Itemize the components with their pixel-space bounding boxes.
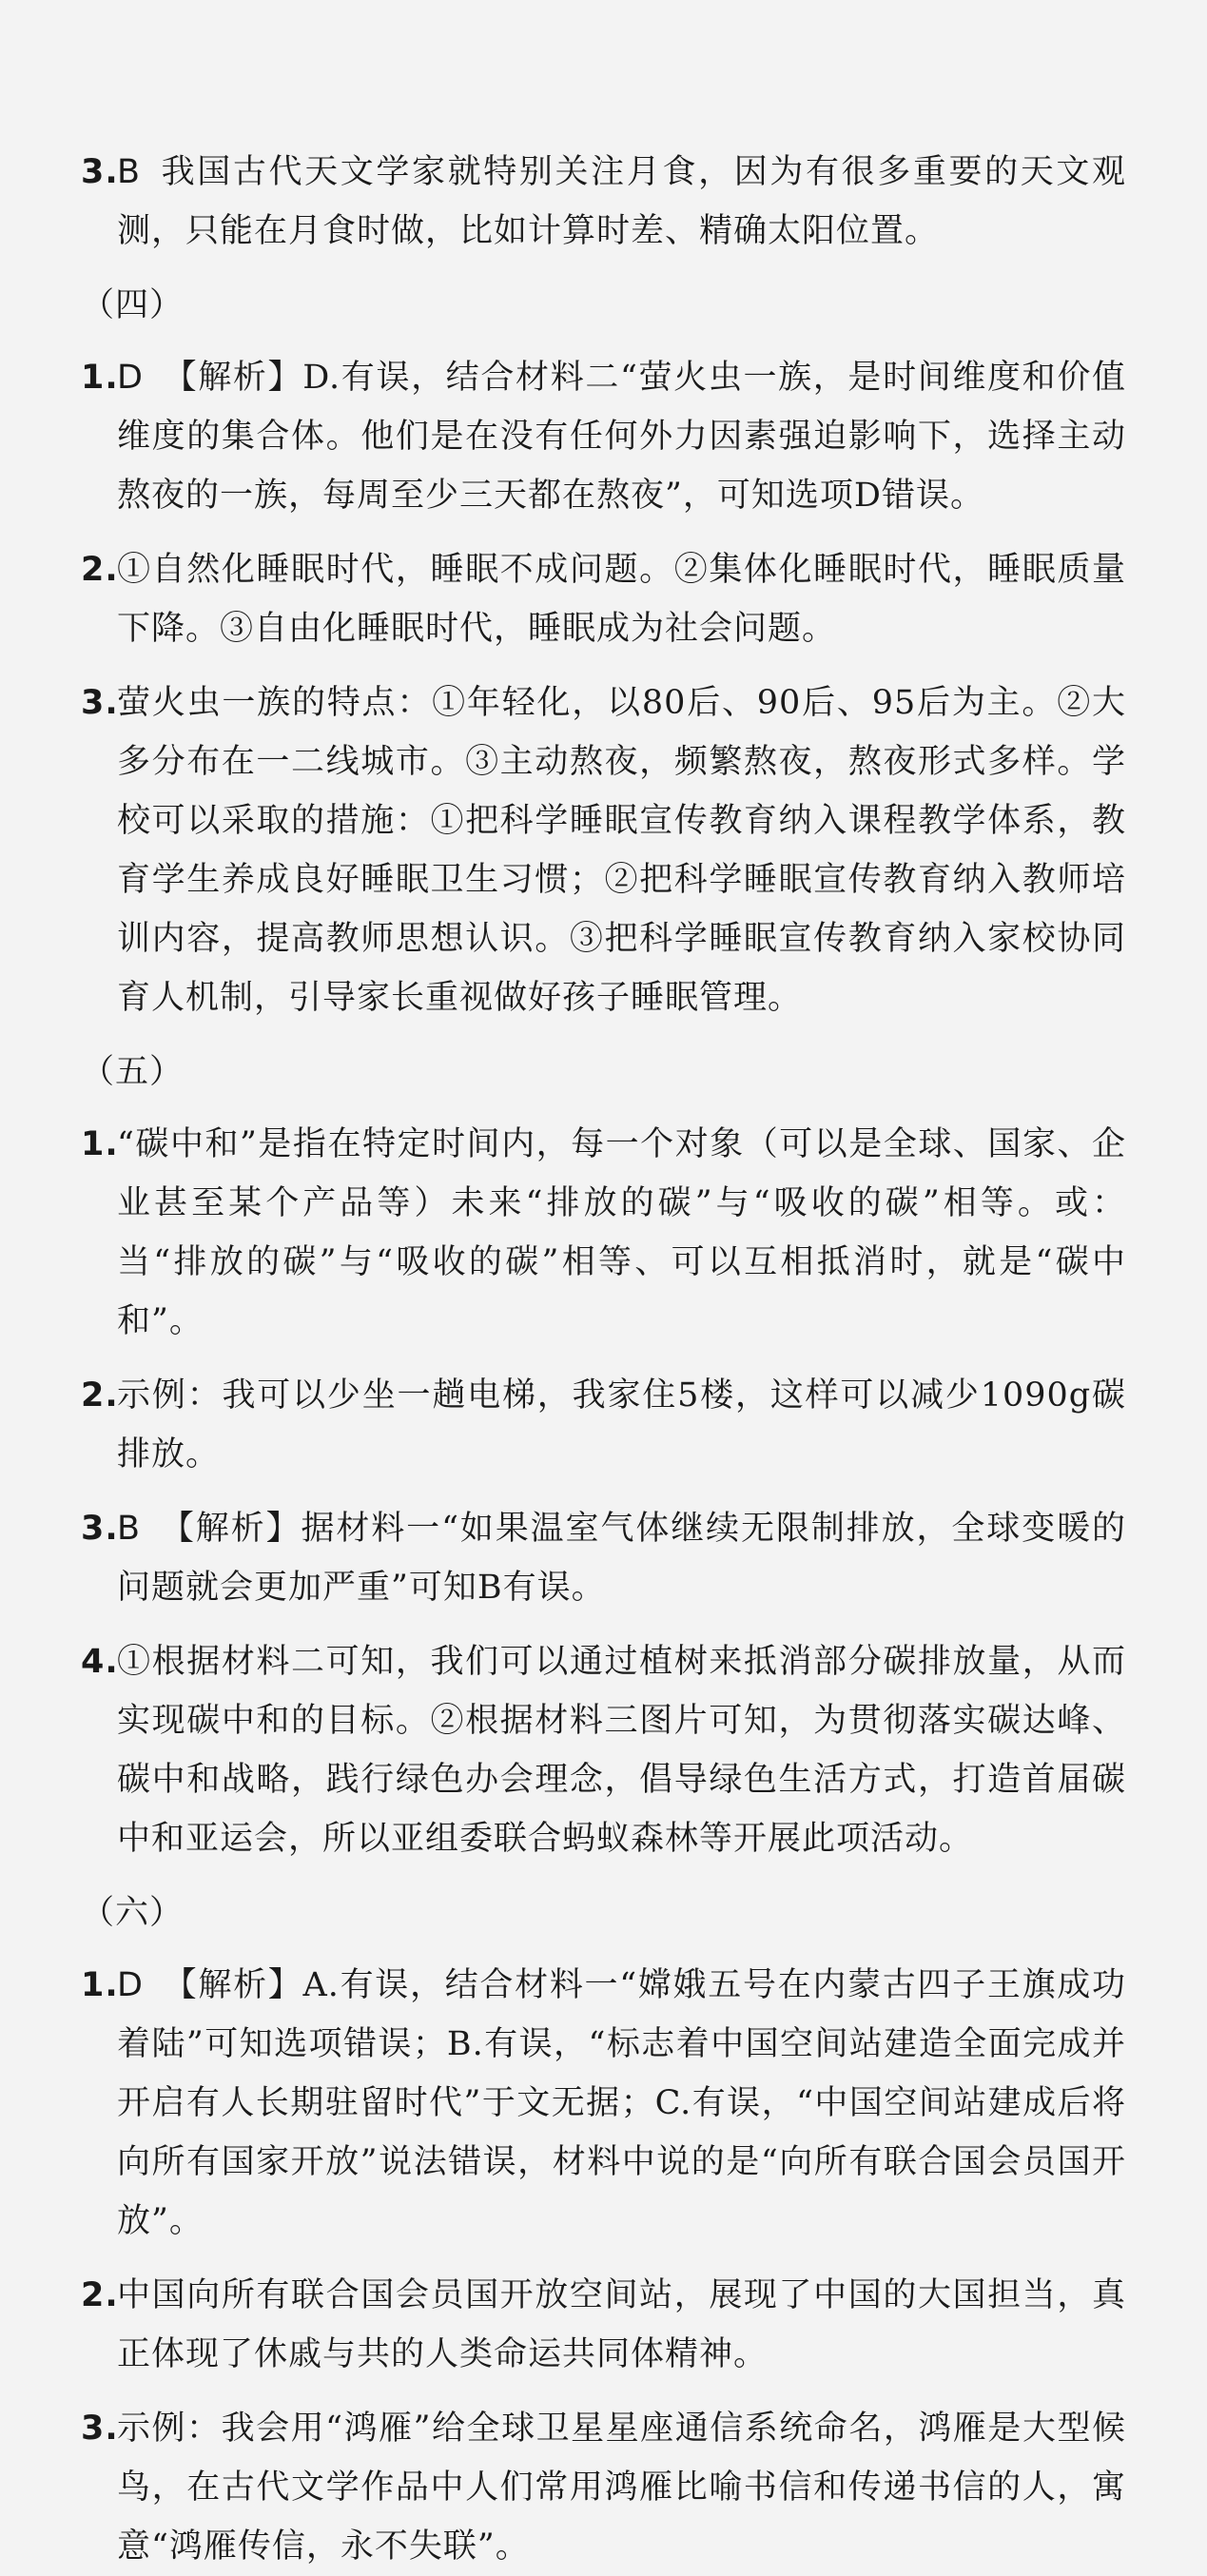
- item-tag: 【解析】: [162, 359, 303, 397]
- answer-item: [81, 1956, 1126, 2251]
- item-number: 3.: [81, 684, 119, 722]
- item-text: 萤火虫一族的特点：①年轻化，以80后、90后、95后为主。②大多分布在一二线城市。③主动熬夜，频繁熬夜，熬夜形式多样。学校可以采取的措施：①把科学睡眠宣传教育纳入课程教学体系，教育学生养成良好睡眠卫生习惯；②把科学睡眠宣传教育纳入教师培训内容，提高教师思想认识。③把科学睡眠宣传教育纳入家校协同育人机制，引导家长重视做好孩子睡眠管理。: [117, 684, 1126, 1017]
- answer-item: [81, 1499, 1126, 1617]
- item-text: 示例：我会用“鸿雁”给全球卫星星座通信系统命名，鸿雁是大型候鸟，在古代文学作品中人们常用鸿雁比喻书信和传递书信的人，寓意“鸿雁传信，永不失联”。: [117, 2410, 1126, 2566]
- item-number: 1.: [81, 1125, 119, 1163]
- answer-item: [81, 1632, 1126, 1868]
- item-text: “碳中和”是指在特定时间内，每一个对象（可以是全球、国家、企业甚至某个产品等）未来“排放的碳”与“吸收的碳”相等。或：当“排放的碳”与“吸收的碳”相等、可以互相抵消时，就是“碳中和”。: [117, 1125, 1126, 1340]
- item-answer: D: [117, 1966, 144, 2004]
- item-text: 示例：我可以少坐一趟电梯，我家住5楼，这样可以减少1090g碳排放。: [117, 1376, 1126, 1473]
- item-answer: B: [117, 153, 142, 191]
- item-number: 2.: [81, 1376, 119, 1415]
- item-tag: 【解析】: [162, 1966, 303, 2004]
- item-number: 1.: [81, 359, 119, 397]
- item-answer: B: [117, 1510, 142, 1548]
- item-number: 2.: [81, 2276, 119, 2314]
- item-text: 我国古代天文学家就特别关注月食，因为有很多重要的天文观测，只能在月食时做，比如计算时差、精确太阳位置。: [117, 153, 1126, 250]
- item-text: A.有误，结合材料一“嫦娥五号在内蒙古四子王旗成功着陆”可知选项错误；B.有误，“标志着中国空间站建造全面完成并开启有人长期驻留时代”于文无据；C.有误，“中国空间站建成后将向所有国家开放”说法错误，材料中说的是“向所有联合国会员国开放”。: [117, 1966, 1126, 2240]
- answer-item: [81, 348, 1126, 525]
- answer-item: [81, 2266, 1126, 2384]
- section-title: （四）: [81, 286, 185, 324]
- item-answer: D: [117, 359, 144, 397]
- answer-item: [81, 1115, 1126, 1351]
- item-text: 据材料一“如果温室气体继续无限制排放，全球变暖的问题就会更加严重”可知B有误。: [117, 1510, 1126, 1607]
- item-number: 3.: [81, 2410, 119, 2448]
- item-number: 1.: [81, 1966, 119, 2004]
- item-text: ①自然化睡眠时代，睡眠不成问题。②集体化睡眠时代，睡眠质量下降。③自由化睡眠时代，睡眠成为社会问题。: [117, 551, 1126, 648]
- item-number: 4.: [81, 1643, 119, 1681]
- answer-item: [81, 673, 1126, 1027]
- answer-item: [81, 2399, 1126, 2576]
- item-number: 2.: [81, 551, 119, 589]
- item-tag: 【解析】: [160, 1510, 302, 1548]
- item-text: 中国向所有联合国会员国开放空间站，展现了中国的大国担当，真正体现了休戚与共的人类命运共同体精神。: [117, 2276, 1126, 2373]
- item-number: 3.: [81, 153, 119, 191]
- item-number: 3.: [81, 1510, 119, 1548]
- item-text: ①根据材料二可知，我们可以通过植树来抵消部分碳排放量，从而实现碳中和的目标。②根据材料三图片可知，为贯彻落实碳达峰、碳中和战略，践行绿色办会理念，倡导绿色生活方式，打造首届碳中和亚运会，所以亚组委联合蚂蚁森林等开展此项活动。: [117, 1643, 1126, 1858]
- answer-item: [81, 1366, 1126, 1484]
- answer-item: [81, 143, 1126, 261]
- item-text: D.有误，结合材料二“萤火虫一族，是时间维度和价值维度的集合体。他们是在没有任何外力因素强迫影响下，选择主动熬夜的一族，每周至少三天都在熬夜”，可知选项D错误。: [117, 359, 1126, 515]
- section-title: （六）: [81, 1894, 185, 1932]
- section-title: （五）: [81, 1053, 185, 1091]
- answer-item: [81, 540, 1126, 658]
